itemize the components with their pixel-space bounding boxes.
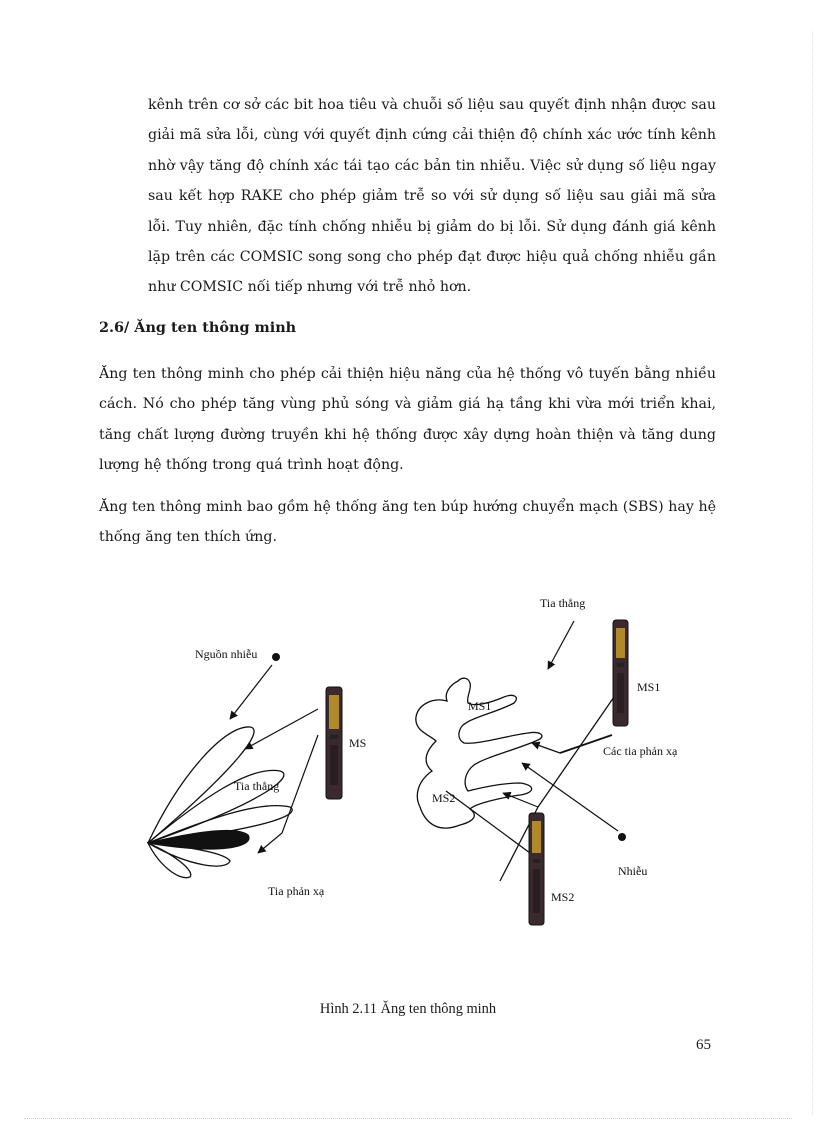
text-line: lỗi. Tuy nhiên, đặc tính chống nhiễu bị giảm do bị lỗi. Sử dụng đánh giá kênh bbox=[148, 218, 716, 235]
reflected-ray-arrow bbox=[258, 735, 318, 853]
label-reflected-ray: Tia phản xạ bbox=[268, 884, 325, 898]
text-line: lượng hệ thống trong quá trình hoạt động. bbox=[99, 457, 404, 474]
label-ms1: MS1 bbox=[637, 680, 661, 694]
section-heading: 2.6/ Ăng ten thông minh bbox=[99, 319, 297, 336]
label-ms1-lobe: MS1 bbox=[468, 699, 492, 713]
interference-dot bbox=[618, 833, 626, 841]
label-direct-ray: Tia thẳng bbox=[234, 779, 280, 793]
text-line: thống ăng ten thích ứng. bbox=[99, 529, 278, 546]
label-reflected-rays: Các tia phản xạ bbox=[603, 744, 678, 758]
direct-ray-arrow bbox=[245, 709, 318, 749]
label-mobile-station: MS bbox=[349, 736, 367, 750]
text-line: cách. Nó cho phép tăng vùng phủ sóng và giảm giá hạ tầng khi vừa mới triển khai, bbox=[99, 396, 716, 413]
ms2-ray-line bbox=[446, 791, 530, 853]
footer-dotted-rule bbox=[24, 1118, 792, 1119]
switched-beam-diagram bbox=[148, 647, 366, 898]
text-line: sau kết hợp RAKE cho phép giảm trễ so với sử dụng số liệu sau giải mã sửa bbox=[148, 188, 716, 205]
text-line: kênh trên cơ sở các bit hoa tiêu và chuỗi số liệu sau quyết định nhận được sau bbox=[148, 97, 716, 113]
label-ms2-lobe: MS2 bbox=[432, 791, 456, 805]
paragraph-smart-antenna-types bbox=[99, 492, 716, 553]
figure-caption: Hình 2.11 Ăng ten thông minh bbox=[319, 1001, 497, 1017]
label-interference: Nhiễu bbox=[618, 864, 648, 878]
text-line: giải mã sửa lỗi, cùng với quyết định cứng cải thiện độ chính xác ước tính kênh bbox=[148, 127, 716, 144]
text-line: lặp trên các COMSIC song song cho phép đạt được hiệu quả chống nhiễu gần bbox=[148, 249, 716, 266]
label-interference-source: Nguồn nhiễu bbox=[195, 647, 258, 661]
page-number: 65 bbox=[696, 1037, 711, 1053]
mobile-phone-ms1-icon bbox=[613, 620, 628, 726]
reflected-ray-arrow bbox=[532, 743, 560, 753]
text-line: như COMSIC nối tiếp nhưng với trễ nhỏ hơn. bbox=[148, 279, 472, 296]
text-line: nhờ vậy tăng độ chính xác tái tạo các bản tin nhiễu. Việc sử dụng số liệu ngay bbox=[148, 157, 716, 174]
smart-antenna-figure bbox=[0, 585, 816, 945]
direct-ray-arrow bbox=[548, 621, 574, 669]
text-line: Ăng ten thông minh bao gồm hệ thống ăng ten búp hướng chuyển mạch (SBS) hay hệ bbox=[99, 499, 716, 515]
paragraph-rake-channel-estimation bbox=[148, 90, 716, 303]
mobile-phone-icon bbox=[326, 687, 342, 799]
adaptive-antenna-diagram bbox=[416, 596, 678, 925]
right-dotted-rule bbox=[812, 30, 813, 1115]
interference-source-dot bbox=[272, 653, 280, 661]
interference-ray-arrow bbox=[230, 665, 272, 719]
active-beam-lobe bbox=[148, 830, 249, 849]
mobile-phone-ms2-icon bbox=[529, 813, 544, 925]
label-ms2: MS2 bbox=[551, 890, 575, 904]
label-direct-ray: Tia thẳng bbox=[540, 596, 586, 610]
paragraph-smart-antenna-intro bbox=[99, 359, 716, 481]
text-line: tăng chất lượng đường truyền khi hệ thống được xây dựng hoàn thiện và tăng dung bbox=[99, 426, 716, 443]
text-line: Ăng ten thông minh cho phép cải thiện hiệu năng của hệ thống vô tuyến bằng nhiều bbox=[99, 366, 716, 382]
